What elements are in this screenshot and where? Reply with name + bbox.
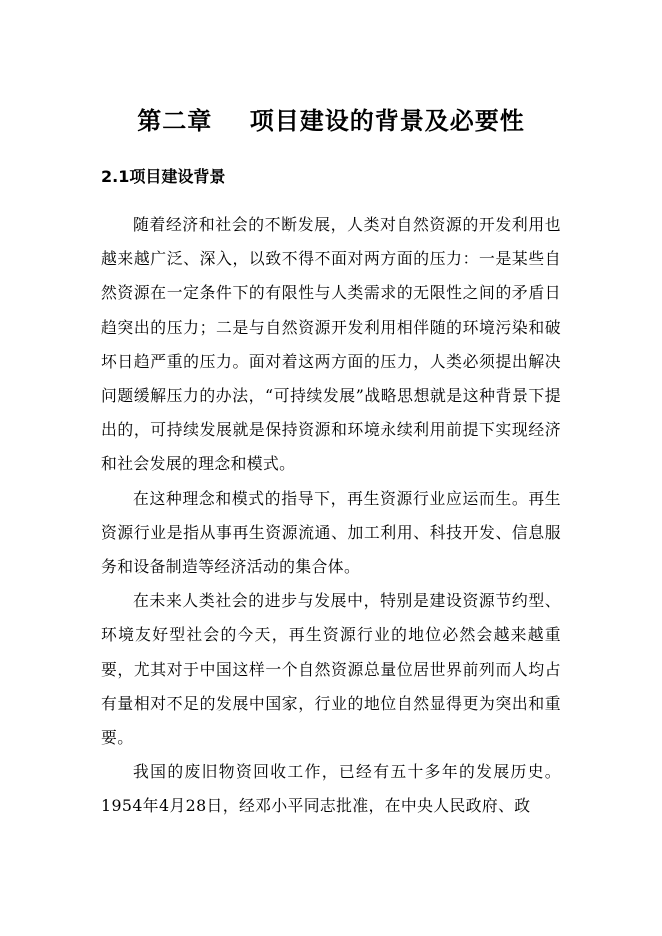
chapter-title: 第二章 项目建设的背景及必要性 — [137, 107, 525, 135]
paragraph-2: 在这种理念和模式的指导下，再生资源行业应运而生。再生资源行业是指从事再生资源流通、加工利用、科技开发、信息服务和设备制造等经济活动的集合体。 — [101, 488, 561, 577]
paragraph-3: 在未来人类社会的进步与发展中，特别是建设资源节约型、环境友好型社会的今天，再生资源行业的地位必然会越来越重要，尤其对于中国这样一个自然资源总量位居世界前列而人均占有量相对不足的发展中国家，行业的地位自然显得更为突出和重要。 — [101, 591, 561, 748]
paragraph-4: 我国的废旧物资回收工作，已经有五十多年的发展历史。1954年4月28日，经邓小平同志批准，在中央人民政府、政 — [101, 762, 561, 816]
section-heading: 2.1项目建设背景 — [101, 167, 226, 186]
paragraph-1: 随着经济和社会的不断发展，人类对自然资源的开发利用也越来越广泛、深入，以致不得不面对两方面的压力：一是某些自然资源在一定条件下的有限性与人类需求的无限性之间的矛盾日趋突出的压力；二是与自然资源开发利用相伴随的环境污染和破坏日趋严重的压力。面对着这两方面的压力，人类必须提出解决问题缓解压力的办法，“可持续发展”战略思想就是这种背景下提出的，可持续发展就是保持资源和环境永续利用前提下实现经济和社会发展的理念和模式。 — [101, 215, 561, 474]
body-text — [101, 208, 561, 824]
